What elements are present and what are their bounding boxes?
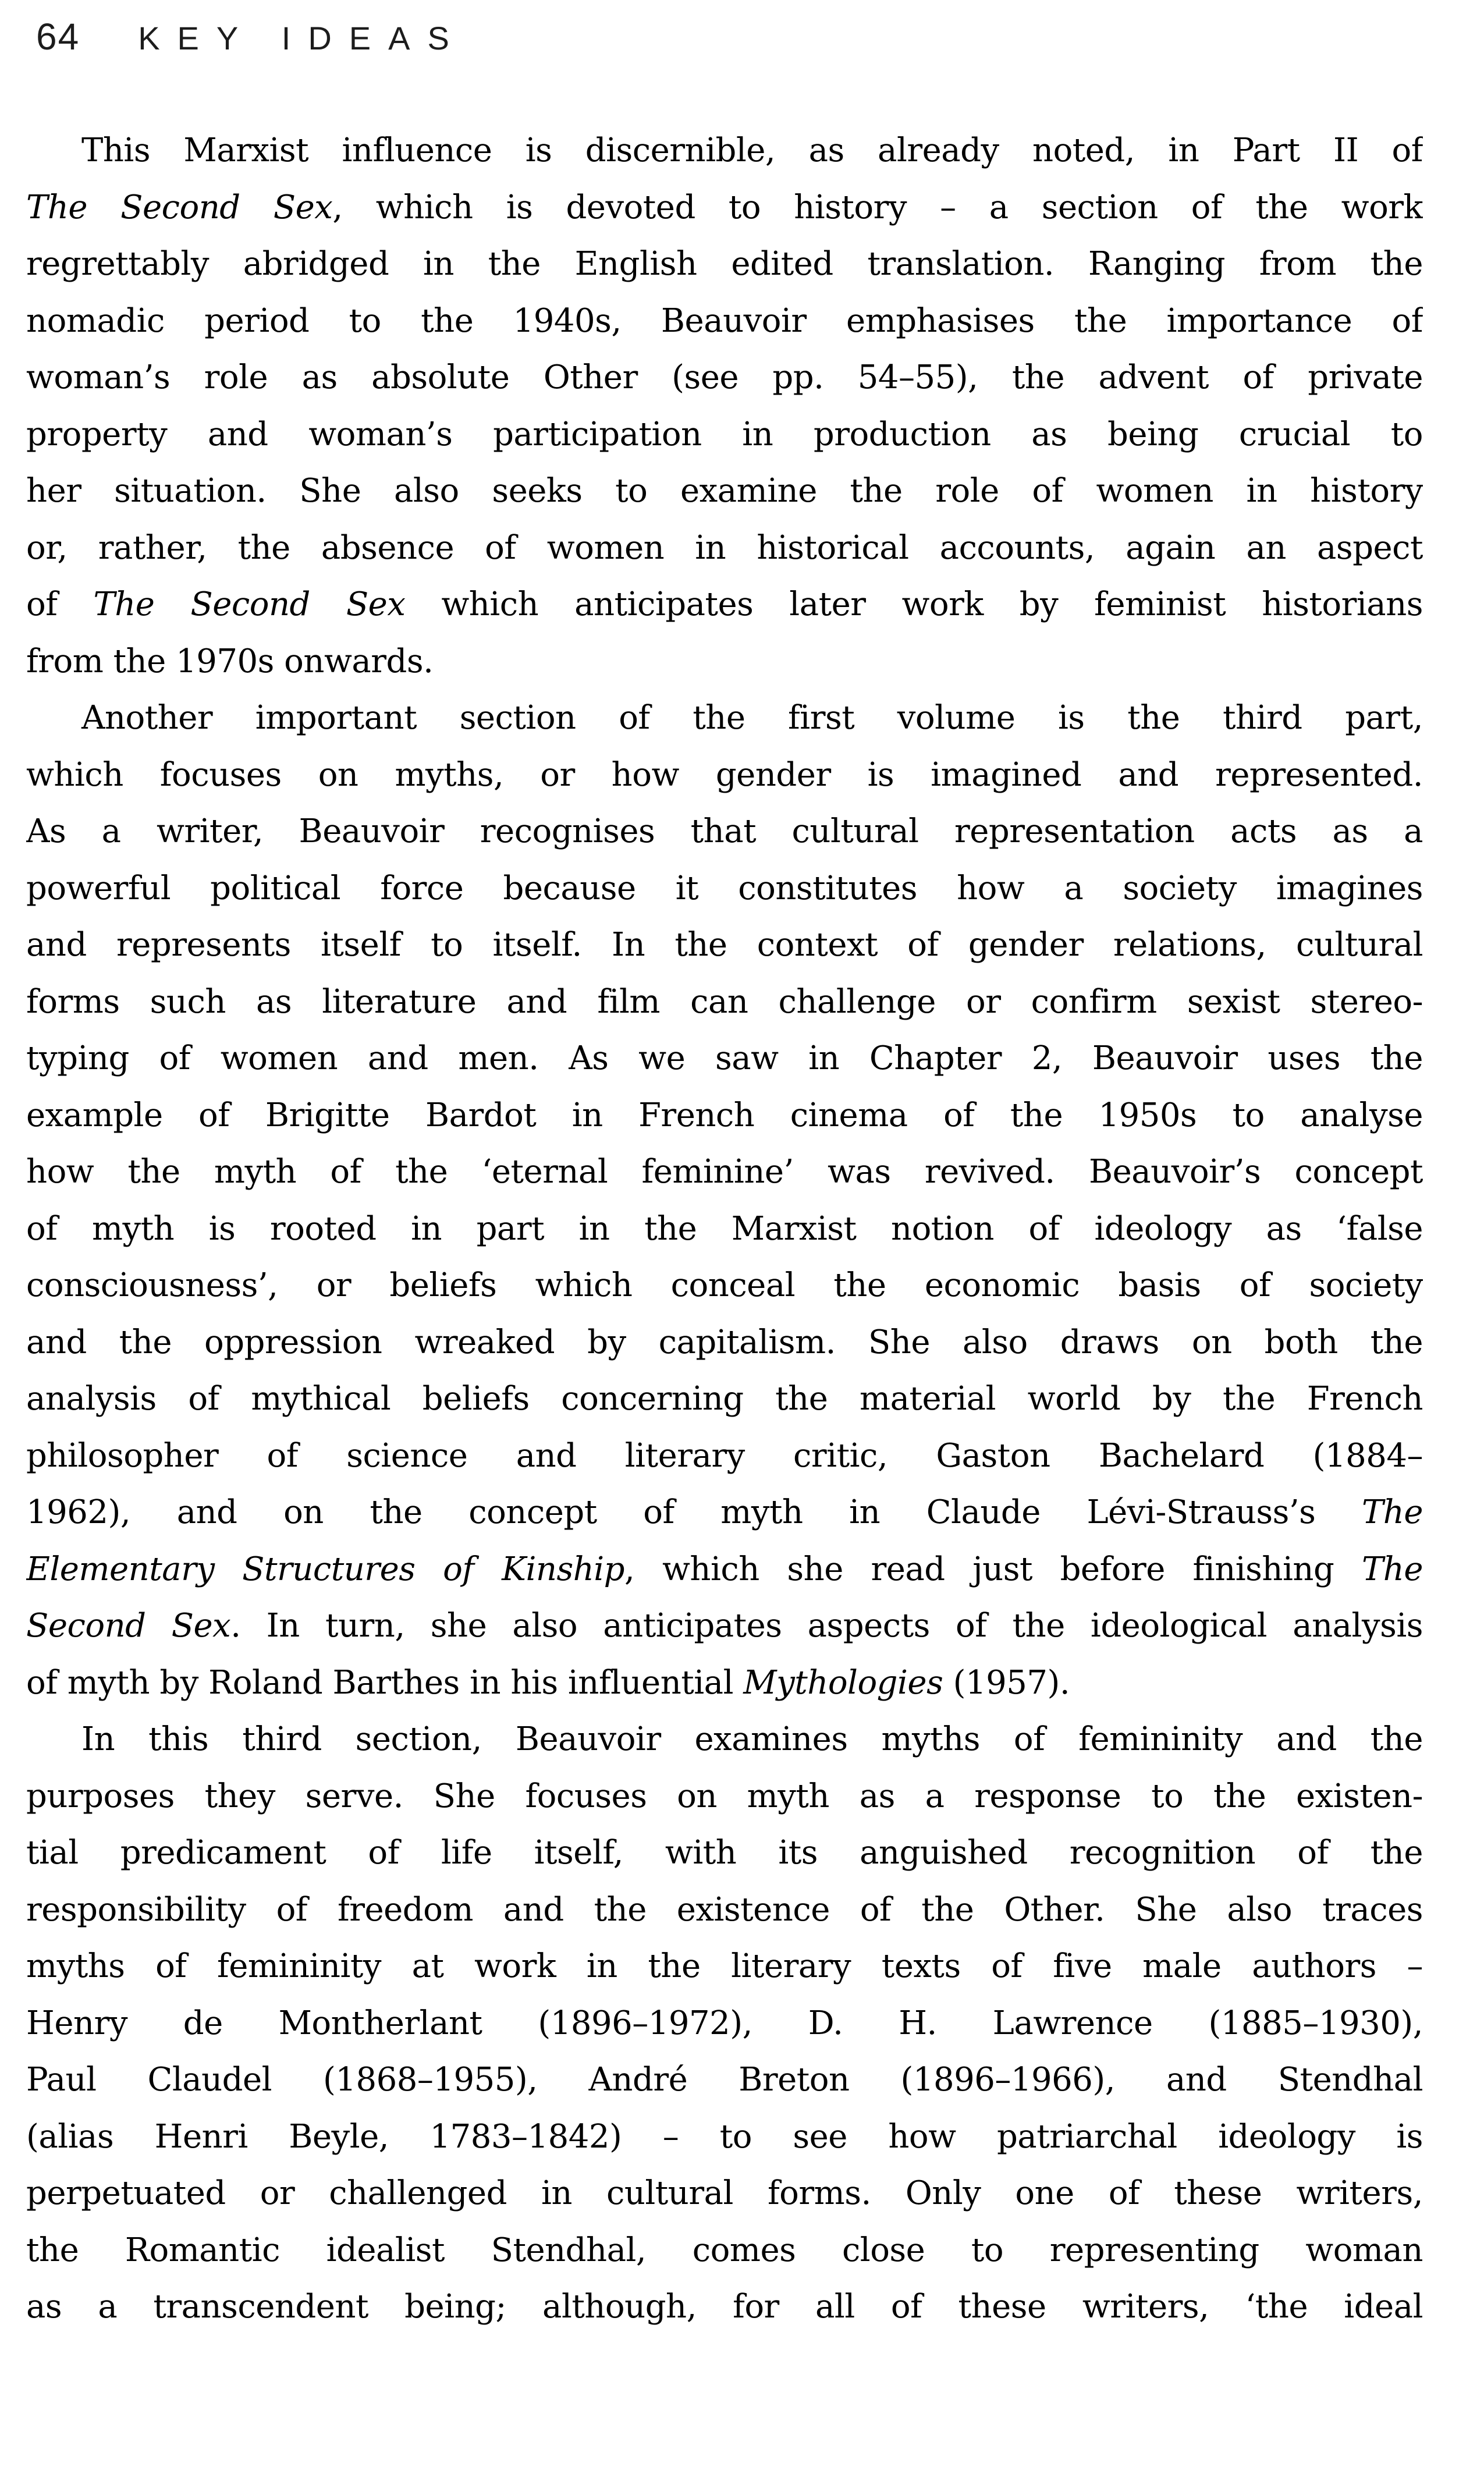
- text-line: [26, 179, 1423, 236]
- text-line: [26, 576, 1423, 633]
- text-run: typing of women and men. As we saw in Chapter 2, Beauvoir uses the: [26, 1039, 1423, 1077]
- text-line: [26, 2165, 1423, 2222]
- text-line: [26, 1087, 1423, 1144]
- text-line: [26, 1030, 1423, 1087]
- text-line: [26, 2109, 1423, 2166]
- text-line: [26, 2278, 1423, 2336]
- text-line: [26, 860, 1423, 917]
- text-run: as a transcendent being; although, for all of these writers, ‘the ideal: [26, 2288, 1423, 2326]
- text-run: myths of femininity at work in the literary texts of five male authors –: [26, 1947, 1423, 1985]
- text-run: from the 1970s onwards.: [26, 642, 434, 680]
- text-line: [26, 1144, 1423, 1201]
- text-run: and the oppression wreaked by capitalism. She also draws on both the: [26, 1323, 1423, 1361]
- text-line: [26, 1938, 1423, 1995]
- running-head: KEY IDEAS: [138, 20, 467, 56]
- text-line: [26, 406, 1423, 463]
- italic-text-run: Mythologies: [743, 1663, 943, 1702]
- text-line: [26, 122, 1423, 179]
- text-run: of myth is rooted in part in the Marxist notion of ideology as ‘false: [26, 1209, 1423, 1248]
- text-run: This Marxist influence is discernible, as already noted, in Part II of: [81, 132, 1423, 169]
- text-line: [26, 1598, 1423, 1655]
- text-line: [26, 236, 1423, 293]
- italic-text-run: Elementary Structures of Kinship: [26, 1550, 625, 1588]
- text-run: powerful political force because it constitutes how a society imagines: [26, 869, 1423, 907]
- text-run: , which is devoted to history – a section of the work: [332, 188, 1423, 226]
- text-run: of: [26, 585, 94, 623]
- text-line: [26, 803, 1423, 860]
- text-run: analysis of mythical beliefs concerning the material world by the French: [26, 1380, 1423, 1418]
- text-run: 1962), and on the concept of myth in Claude Lévi-Strauss’s: [26, 1493, 1362, 1531]
- text-line: [26, 1428, 1423, 1485]
- text-run: tial predicament of life itself, with its anguished recognition of the: [26, 1834, 1423, 1872]
- text-line: [26, 1825, 1423, 1882]
- text-line: [26, 349, 1423, 406]
- page-header: [36, 15, 467, 58]
- page-number: 64: [36, 16, 80, 58]
- text-run: which anticipates later work by feminist historians: [405, 585, 1423, 623]
- text-run: , which she read just before finishing: [624, 1550, 1362, 1588]
- text-run: nomadic period to the 1940s, Beauvoir emphasises the importance of: [26, 301, 1423, 340]
- italic-text-run: The Second Sex: [26, 188, 333, 226]
- italic-text-run: Second Sex: [26, 1607, 231, 1645]
- text-run: and represents itself to itself. In the context of gender relations, cultural: [26, 926, 1423, 964]
- text-line: [26, 1995, 1423, 2052]
- text-run: Paul Claudel (1868–1955), André Breton (1896–1966), and Stendhal: [26, 2061, 1423, 2099]
- text-run: property and woman’s participation in production as being crucial to: [26, 415, 1423, 453]
- text-run: philosopher of science and literary critic, Gaston Bachelard (1884–: [26, 1436, 1423, 1475]
- text-line: [26, 1314, 1423, 1371]
- text-line: [26, 1882, 1423, 1939]
- text-run: her situation. She also seeks to examine the role of women in history: [26, 472, 1423, 510]
- text-run: the Romantic idealist Stendhal, comes close to representing woman: [26, 2231, 1423, 2269]
- text-line: [26, 1484, 1423, 1541]
- text-line: [26, 633, 1423, 690]
- text-line: [26, 1201, 1423, 1258]
- text-line: [26, 1371, 1423, 1428]
- text-run: example of Brigitte Bardot in French cinema of the 1950s to analyse: [26, 1096, 1423, 1134]
- text-run: purposes they serve. She focuses on myth as a response to the existen-: [26, 1777, 1423, 1815]
- text-run: In this third section, Beauvoir examines myths of femininity and the: [81, 1720, 1423, 1758]
- text-run: of myth by Roland Barthes in his influential: [26, 1663, 744, 1702]
- text-line: [26, 520, 1423, 577]
- text-line: [26, 2052, 1423, 2109]
- text-run: Henry de Montherlant (1896–1972), D. H. Lawrence (1885–1930),: [26, 2004, 1423, 2042]
- text-run: perpetuated or challenged in cultural forms. Only one of these writers,: [26, 2174, 1423, 2212]
- text-line: [26, 2222, 1423, 2279]
- text-run: responsibility of freedom and the existence of the Other. She also traces: [26, 1890, 1423, 1929]
- text-run: woman’s role as absolute Other (see pp. 54–55), the advent of private: [26, 359, 1423, 396]
- text-line: [26, 1541, 1423, 1598]
- page-text: [26, 122, 1423, 2336]
- text-line: [26, 293, 1423, 350]
- text-line: [26, 690, 1423, 747]
- text-run: or, rather, the absence of women in historical accounts, again an aspect: [26, 528, 1423, 567]
- text-run: which focuses on myths, or how gender is imagined and represented.: [26, 755, 1423, 794]
- text-run: . In turn, she also anticipates aspects of the ideological analysis: [230, 1607, 1423, 1645]
- text-line: [26, 974, 1423, 1031]
- italic-text-run: The Second Sex: [93, 585, 406, 623]
- text-line: [26, 1768, 1423, 1825]
- text-run: regrettably abridged in the English edited translation. Ranging from the: [26, 245, 1423, 283]
- text-line: [26, 1257, 1423, 1314]
- text-run: Another important section of the first volume is the third part,: [81, 699, 1423, 737]
- text-line: [26, 1655, 1423, 1712]
- text-line: [26, 917, 1423, 974]
- italic-text-run: The: [1361, 1493, 1423, 1531]
- text-run: how the myth of the ‘eternal feminine’ was revived. Beauvoir’s concept: [26, 1153, 1423, 1191]
- text-run: consciousness’, or beliefs which conceal the economic basis of society: [26, 1266, 1423, 1304]
- text-run: As a writer, Beauvoir recognises that cultural representation acts as a: [26, 812, 1423, 850]
- text-line: [26, 747, 1423, 804]
- italic-text-run: The: [1361, 1550, 1423, 1588]
- text-run: (alias Henri Beyle, 1783–1842) – to see how patriarchal ideology is: [26, 2117, 1423, 2156]
- text-line: [26, 1711, 1423, 1768]
- text-line: [26, 463, 1423, 520]
- text-run: (1957).: [943, 1663, 1070, 1702]
- text-run: forms such as literature and film can challenge or confirm sexist stereo-: [26, 982, 1423, 1021]
